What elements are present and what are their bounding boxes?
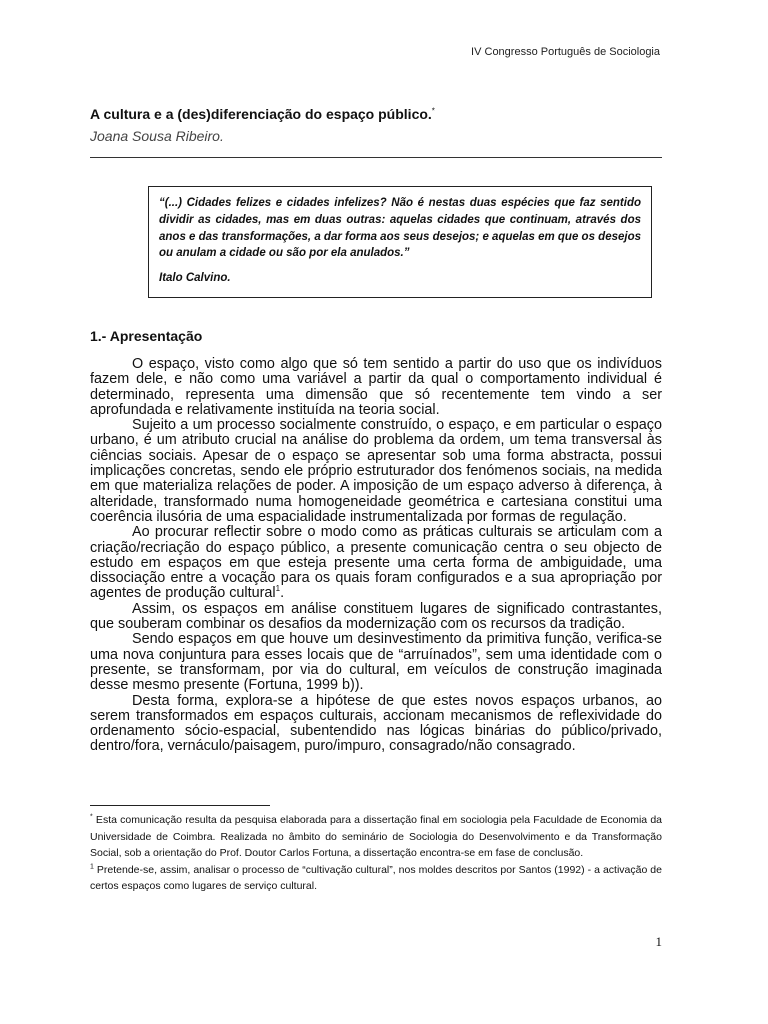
header-divider [90, 157, 662, 158]
body-paragraph-end: . [280, 585, 285, 602]
footnote-marker: * [90, 813, 93, 821]
epigraph-text: “(...) Cidades felizes e cidades infelizes? Não é nestas duas espécies que faz sentido dividir as cidades, mas em duas outras: aquelas cidades que continuam, através dos anos e das transformações, a dar forma aos seus desejos; e aquelas em que os desejos ou anulam a cidade ou são por ela anulados.” [159, 197, 641, 260]
body-paragraph: Desta forma, explora-se a hipótese de que estes novos espaços urbanos, ao serem transformados em espaços culturais, accionam mecanismos de reflexividade do ordenamento sócio-espacial, subentendido nas lógicas binárias do público/privado, dentro/fora, vernáculo/paisagem, puro/impuro, consagrado/não consagrado. [90, 692, 662, 755]
footnote-item [90, 812, 662, 862]
footnote-marker: 1 [90, 863, 94, 870]
footnote-divider [90, 805, 270, 806]
body-paragraph [90, 525, 662, 601]
title-footnote-marker[interactable]: * [431, 106, 435, 116]
body-paragraph: Assim, os espaços em análise constituem lugares de significado contrastantes, que souberam combinar os desafios da modernização com os recursos da tradição. [90, 600, 662, 633]
epigraph-box [148, 186, 652, 298]
footnote-ref-1[interactable]: 1 [275, 584, 281, 594]
page-number: 1 [655, 934, 662, 949]
section-heading: 1.- Apresentação [90, 328, 203, 344]
body-paragraph: Sendo espaços em que houve um desinvestimento da primitiva função, verifica-se uma nova conjuntura para esses locais que de “arruínados”, sem uma identidade com o presente, se transformam, por via do cultural, em veículos de construção imaginada desse mesmo presente (Fortuna, 1999 b)). [90, 631, 662, 694]
body-paragraph: Sujeito a um processo socialmente construído, o espaço, e em particular o espaço urbano, é um atributo crucial na análise do problema da ordem, um tema transversal às ciências sociais. Apesar de o espaço se apresentar sob uma forma abstracta, possui implicações concretas, sendo ele próprio estruturador dos fenómenos sociais, na medida em que materializa relações de poder. A imposição de um espaço adverso à diferença, à alteridade, transformado numa homogeneidade geométrica e cartesiana constitui uma coerência ilusória de uma espacialidade instrumentalizada por formas de regulação. [90, 417, 662, 525]
footnote-text: Esta comunicação resulta da pesquisa elaborada para a dissertação final em sociologia pela Faculdade de Economia da Universidade de Coimbra. Realizada no âmbito do seminário de Sociologia do Desenvolvimento e da Transformação Social, sob a orientação do Prof. Doutor Carlos Fortuna, a dissertação encontra-se em fase de conclusão. [90, 814, 662, 859]
epigraph-author: Italo Calvino. [159, 272, 231, 285]
author-name: Joana Sousa Ribeiro. [90, 128, 224, 144]
footnote-text: Pretende-se, assim, analisar o processo de “cultivação cultural”, nos moldes descritos por Santos (1992) - a activação de certos espaços como lugares de serviço cultural. [90, 863, 662, 892]
article-title-text: A cultura e a (des)diferenciação do espaço público. [90, 106, 432, 122]
body-paragraph: O espaço, visto como algo que só tem sentido a partir do uso que os indivíduos fazem dele, e não como uma variável a partir da qual o comportamento individual é determinado, representa uma dimensão que só recentemente tem vindo a ser aprofundada e relativamente instituída na teoria social. [90, 356, 662, 418]
running-header: IV Congresso Português de Sociologia [471, 46, 660, 58]
body-paragraph-text: Ao procurar reflectir sobre o modo como as práticas culturais se articulam com a criação/recriação do espaço público, a presente comunicação centra o seu objecto de estudo em espaços em que esteja presente uma certa forma de ambiguidade, uma dissociação entre a vocação para os quais foram configurados e a sua apropriação por agentes de produção cultural [90, 524, 662, 602]
article-title [90, 106, 435, 122]
footnote-item [90, 862, 662, 895]
body-text [90, 357, 662, 755]
footnotes [90, 812, 662, 895]
